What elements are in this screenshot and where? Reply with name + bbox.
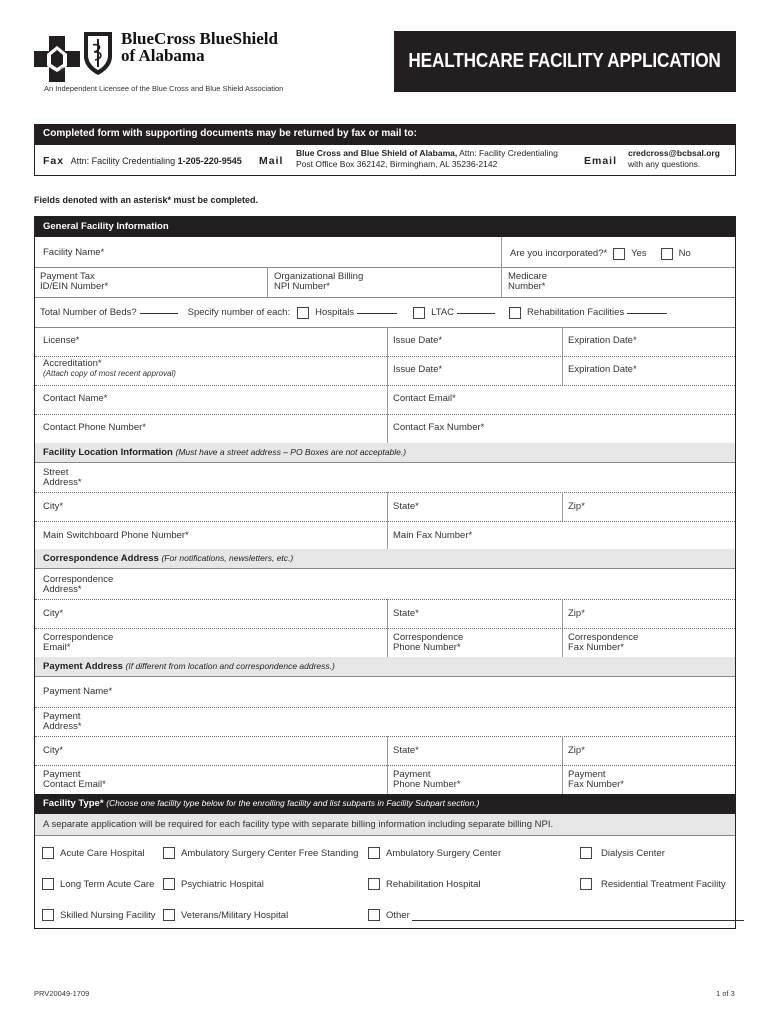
facility-type-option[interactable] <box>368 909 744 921</box>
incorporated-no-label: No <box>678 248 691 259</box>
contact-name-field[interactable]: Contact Name* <box>43 393 108 404</box>
pay-email-label-2: Contact Email* <box>43 779 106 790</box>
payment-tax-label-2: ID/EIN Number* <box>40 281 109 292</box>
brand-line-2: of Alabama <box>121 46 205 65</box>
facility-type-option[interactable] <box>580 847 665 859</box>
payment-fax-field[interactable] <box>568 770 624 790</box>
location-heading-text: Facility Location Information <box>43 447 173 458</box>
blue-shield-logo-icon <box>82 30 114 76</box>
facility-type-option[interactable] <box>163 878 264 890</box>
pay-fax-label-2: Fax Number* <box>568 779 624 790</box>
acute-care-checkbox[interactable] <box>42 847 54 859</box>
medicare-number-field[interactable] <box>508 272 547 292</box>
contact-email-field[interactable]: Contact Email* <box>393 393 456 404</box>
facility-type-option[interactable] <box>163 847 358 859</box>
accreditation-issue-date-field[interactable]: Issue Date* <box>393 364 443 375</box>
contact-fax-field[interactable]: Contact Fax Number* <box>393 422 485 433</box>
brand-line-1: BlueCross BlueShield <box>121 29 278 48</box>
incorporated-yes-checkbox[interactable] <box>613 248 625 260</box>
fax-attn: Attn: Facility Credentialing <box>70 156 176 166</box>
corr-fax-label-2: Fax Number* <box>568 642 624 653</box>
accreditation-field[interactable] <box>43 359 176 379</box>
fax-number: 1-205-220-9545 <box>177 156 242 166</box>
correspondence-state-field[interactable]: State* <box>393 608 419 619</box>
registered-mark: ® <box>60 68 65 74</box>
dialysis-checkbox[interactable] <box>580 847 592 859</box>
licensee-text: An Independent Licensee of the Blue Cross and Blue Shield Association <box>44 84 284 93</box>
street-address-field[interactable] <box>43 468 82 488</box>
psychiatric-checkbox[interactable] <box>163 878 175 890</box>
facility-type-option[interactable] <box>42 909 156 921</box>
payment-heading-text: Payment Address <box>43 661 123 672</box>
skilled-nursing-checkbox[interactable] <box>42 909 54 921</box>
street-label-2: Address* <box>43 477 82 488</box>
return-info-box <box>34 145 736 176</box>
main-switchboard-field[interactable]: Main Switchboard Phone Number* <box>43 530 189 541</box>
incorporated-question <box>510 248 691 260</box>
incorporated-yes-label: Yes <box>631 248 647 259</box>
mail-org: Blue Cross and Blue Shield of Alabama, <box>296 148 458 158</box>
hospitals-count-input[interactable] <box>357 313 397 314</box>
location-heading-note: (Must have a street address – PO Boxes are not acceptable.) <box>175 447 407 457</box>
correspondence-fax-field[interactable] <box>568 633 638 653</box>
rehab-count-input[interactable] <box>627 313 667 314</box>
correspondence-email-field[interactable] <box>43 633 113 653</box>
rehab-hospital-checkbox[interactable] <box>368 878 380 890</box>
corr-phone-label-2: Phone Number* <box>393 642 461 653</box>
pay-email-label-1: Payment <box>43 769 81 780</box>
form-title-text: HEALTHCARE FACILITY APPLICATION <box>408 50 722 72</box>
asc-free-standing-checkbox[interactable] <box>163 847 175 859</box>
form-id: PRV20049-1709 <box>34 989 90 998</box>
facility-name-field[interactable]: Facility Name* <box>43 247 105 258</box>
facility-type-heading <box>35 794 735 814</box>
brand-name <box>121 30 278 64</box>
total-beds-row <box>40 307 667 319</box>
correspondence-phone-field[interactable] <box>393 633 463 653</box>
facility-type-heading-note: (Choose one facility type below for the enrolling facility and list subparts in Facility Subpart section.) <box>106 798 480 808</box>
payment-name-field[interactable]: Payment Name* <box>43 686 113 697</box>
contact-phone-field[interactable]: Contact Phone Number* <box>43 422 146 433</box>
email-address[interactable]: credcross@bcbsal.org <box>628 148 720 158</box>
application-form <box>34 216 736 929</box>
form-title <box>394 31 736 92</box>
page-number: 1 of 3 <box>716 989 735 998</box>
medicare-label-2: Number* <box>508 281 546 292</box>
fax-label: Fax <box>43 155 65 167</box>
facility-type-option[interactable] <box>42 878 154 890</box>
total-beds-label: Total Number of Beds? <box>40 307 137 318</box>
location-zip-field[interactable]: Zip* <box>568 501 585 512</box>
correspondence-address-field[interactable] <box>43 575 113 595</box>
facility-type-option[interactable] <box>42 847 144 859</box>
correspondence-heading-text: Correspondence Address <box>43 553 159 564</box>
corr-addr-label-2: Address* <box>43 584 82 595</box>
other-input[interactable] <box>412 910 744 921</box>
payment-email-field[interactable] <box>43 770 106 790</box>
facility-type-label: Rehabilitation Hospital <box>386 878 481 890</box>
payment-tax-label-1: Payment Tax <box>40 271 95 282</box>
facility-type-option[interactable] <box>163 909 288 921</box>
corr-fax-label-1: Correspondence <box>568 632 639 643</box>
location-heading <box>35 443 735 463</box>
specify-label: Specify number of each: <box>187 307 291 318</box>
pay-fax-label-1: Payment <box>568 769 606 780</box>
facility-type-option[interactable] <box>580 878 726 890</box>
corr-addr-label-1: Correspondence <box>43 574 114 585</box>
mail-attn: Attn: Facility Credentialing <box>459 148 558 158</box>
correspondence-city-field[interactable]: City* <box>43 608 64 619</box>
residential-treatment-checkbox[interactable] <box>580 878 592 890</box>
license-expiration-date-field[interactable]: Expiration Date* <box>568 335 637 346</box>
facility-type-label: Veterans/Military Hospital <box>181 909 289 921</box>
correspondence-heading <box>35 549 735 569</box>
facility-type-label: Ambulatory Surgery Center Free Standing <box>181 847 359 859</box>
corr-email-label-2: Email* <box>43 642 71 653</box>
other-checkbox[interactable] <box>368 909 380 921</box>
location-state-field[interactable]: State* <box>393 501 419 512</box>
asc-checkbox[interactable] <box>368 847 380 859</box>
corr-email-label-1: Correspondence <box>43 632 114 643</box>
ltac-count-input[interactable] <box>457 313 495 314</box>
email-note: with any questions. <box>628 159 701 169</box>
org-billing-npi-field[interactable] <box>274 272 363 292</box>
incorporated-no-checkbox[interactable] <box>661 248 673 260</box>
mail-address: Post Office Box 362142, Birmingham, AL 35236-2142 <box>296 159 498 169</box>
pay-phone-label-2: Phone Number* <box>393 779 461 790</box>
hospitals-checkbox[interactable] <box>297 307 309 319</box>
facility-type-heading-text: Facility Type* <box>43 798 104 809</box>
facility-type-label: Residential Treatment Facility <box>601 878 726 890</box>
payment-address-field[interactable] <box>43 712 82 732</box>
ltac-type-checkbox[interactable] <box>42 878 54 890</box>
pay-phone-label-1: Payment <box>393 769 431 780</box>
payment-state-field[interactable]: State* <box>393 745 419 756</box>
rehab-label: Rehabilitation Facilities <box>527 307 625 318</box>
license-field[interactable]: License* <box>43 335 80 346</box>
facility-type-label: Acute Care Hospital <box>60 847 145 859</box>
rehab-checkbox[interactable] <box>509 307 521 319</box>
org-billing-label-2: NPI Number* <box>274 281 330 292</box>
general-info-heading: General Facility Information <box>35 217 735 237</box>
main-fax-field[interactable]: Main Fax Number* <box>393 530 473 541</box>
separate-application-note: A separate application will be required for each facility type with separate billing information including separate billing NPI. <box>35 814 735 836</box>
accreditation-note: (Attach copy of most recent approval) <box>43 369 176 378</box>
required-note: Fields denoted with an asterisk* must be completed. <box>34 195 259 205</box>
payment-zip-field[interactable]: Zip* <box>568 745 585 756</box>
correspondence-zip-field[interactable]: Zip* <box>568 608 585 619</box>
ltac-label: LTAC <box>431 307 455 318</box>
accreditation-label: Accreditation* <box>43 358 102 369</box>
payment-tax-field[interactable] <box>40 272 108 292</box>
payment-phone-field[interactable] <box>393 770 461 790</box>
facility-type-option[interactable] <box>368 878 481 890</box>
incorporated-label: Are you incorporated?* <box>510 248 608 259</box>
license-issue-date-field[interactable]: Issue Date* <box>393 335 443 346</box>
veterans-checkbox[interactable] <box>163 909 175 921</box>
correspondence-heading-note: (For notifications, newsletters, etc.) <box>161 553 294 563</box>
facility-type-label: Skilled Nursing Facility <box>60 909 156 921</box>
facility-type-option[interactable] <box>368 847 501 859</box>
total-beds-input[interactable] <box>140 313 178 314</box>
blue-cross-logo-icon <box>34 36 80 82</box>
location-city-field[interactable]: City* <box>43 501 64 512</box>
return-heading: Completed form with supporting documents may be returned by fax or mail to: <box>34 124 736 145</box>
pay-addr-label-1: Payment <box>43 711 81 722</box>
facility-type-label: Long Term Acute Care <box>60 878 155 890</box>
hospitals-label: Hospitals <box>315 307 355 318</box>
street-label-1: Street <box>43 467 69 478</box>
pay-addr-label-2: Address* <box>43 721 82 732</box>
payment-city-field[interactable]: City* <box>43 745 64 756</box>
payment-heading-note: (If different from location and correspondence address.) <box>125 661 335 671</box>
payment-heading <box>35 657 735 677</box>
facility-type-label: Ambulatory Surgery Center <box>386 847 502 859</box>
facility-type-label: Other <box>386 909 410 921</box>
facility-type-label: Dialysis Center <box>601 847 665 859</box>
org-billing-label-1: Organizational Billing <box>274 271 364 282</box>
mail-label: Mail <box>259 155 284 167</box>
facility-type-label: Psychiatric Hospital <box>181 878 264 890</box>
email-label: Email <box>584 155 618 167</box>
corr-phone-label-1: Correspondence <box>393 632 464 643</box>
ltac-checkbox[interactable] <box>413 307 425 319</box>
medicare-label-1: Medicare <box>508 271 548 282</box>
accreditation-expiration-date-field[interactable]: Expiration Date* <box>568 364 637 375</box>
